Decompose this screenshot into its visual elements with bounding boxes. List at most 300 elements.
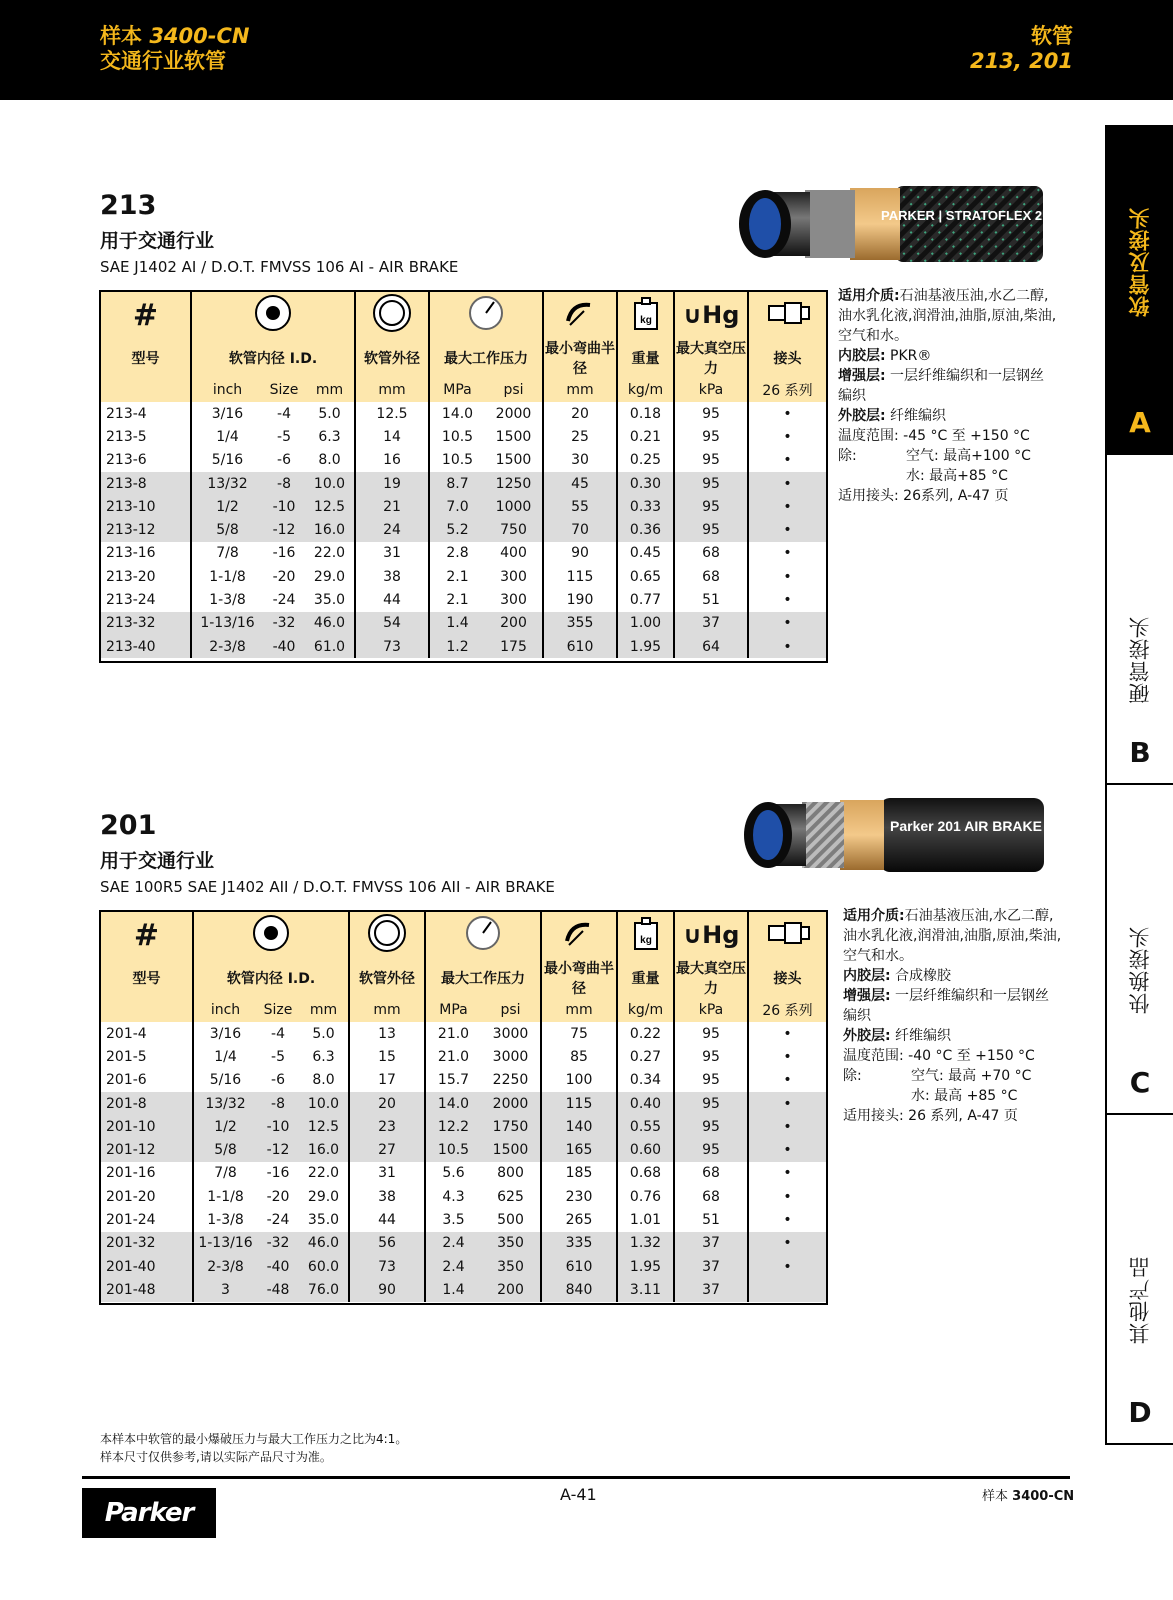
cell-vacuum: 68 — [674, 565, 748, 588]
cell-weight: 0.36 — [617, 518, 674, 541]
cell-weight: 0.68 — [617, 1162, 674, 1185]
note-label: 增强层: — [838, 368, 886, 384]
cell-od-mm: 44 — [349, 1208, 425, 1231]
cell-model: 201-16 — [101, 1162, 193, 1185]
note-label: 外胶层: — [838, 408, 886, 424]
cell-od-mm: 38 — [349, 1185, 425, 1208]
hash-icon: # — [133, 917, 160, 953]
cell-model: 201-6 — [101, 1069, 193, 1092]
cell-fitting: • — [748, 1115, 826, 1138]
outer-diameter-icon — [372, 293, 412, 333]
catalog-prefix: 样本 — [100, 24, 142, 48]
cell-od-mm: 38 — [355, 565, 429, 588]
cell-pressure-psi: 3000 — [481, 1022, 541, 1045]
cell-fitting: • — [748, 1069, 826, 1092]
cell-weight: 0.30 — [617, 472, 674, 495]
cell-vacuum: 68 — [674, 542, 748, 565]
cell-id-mm: 12.5 — [299, 1115, 349, 1138]
cell-id-inch: 5/8 — [191, 518, 263, 541]
cell-od-mm: 17 — [349, 1069, 425, 1092]
cell-fitting: • — [748, 472, 826, 495]
table-row — [101, 1138, 826, 1161]
cell-pressure-psi: 400 — [485, 542, 543, 565]
cell-id-inch: 1/4 — [191, 425, 263, 448]
col-vacuum: 最大真空压力 — [674, 958, 748, 998]
cell-vacuum: 95 — [674, 1115, 748, 1138]
hg-text: Hg — [702, 301, 740, 329]
cell-bend-mm: 190 — [543, 588, 617, 611]
cell-size: -12 — [263, 518, 305, 541]
cell-pressure-mpa: 12.2 — [425, 1115, 481, 1138]
cell-bend-mm: 115 — [541, 1092, 617, 1115]
cell-id-mm: 10.0 — [305, 472, 355, 495]
product-code: 213 — [100, 190, 157, 221]
logo-text: Parker — [104, 1498, 194, 1528]
cell-size: -40 — [263, 635, 305, 658]
tab-letter: C — [1129, 1066, 1151, 1099]
unit-mm: mm — [299, 998, 349, 1022]
table-row — [101, 425, 826, 448]
catalog-code: 3400-CN — [149, 24, 250, 48]
cell-weight: 0.60 — [617, 1138, 674, 1161]
cell-weight: 0.21 — [617, 425, 674, 448]
cell-size: -6 — [257, 1069, 299, 1092]
cell-size: -16 — [257, 1162, 299, 1185]
cell-id-mm: 10.0 — [299, 1092, 349, 1115]
table-row — [101, 1069, 826, 1092]
cell-pressure-mpa: 1.2 — [429, 635, 485, 658]
product-subtitle: 用于交通行业 — [100, 850, 215, 872]
tab-hoses-fittings[interactable] — [1105, 125, 1173, 455]
unit-series: 26 系列 — [748, 998, 826, 1022]
cell-pressure-mpa: 5.6 — [425, 1162, 481, 1185]
cell-id-inch: 13/32 — [193, 1092, 257, 1115]
vacuum-icon: ∪Hg — [682, 301, 740, 329]
cell-bend-mm: 610 — [541, 1255, 617, 1278]
cell-model: 201-10 — [101, 1115, 193, 1138]
cell-model: 201-48 — [101, 1278, 193, 1301]
cell-pressure-psi: 200 — [485, 612, 543, 635]
cell-pressure-psi: 625 — [481, 1185, 541, 1208]
cell-id-mm: 61.0 — [305, 635, 355, 658]
cell-size: -8 — [263, 472, 305, 495]
cell-pressure-psi: 750 — [485, 518, 543, 541]
section-title — [970, 24, 1073, 74]
cell-model: 213-6 — [101, 449, 191, 472]
cell-id-inch: 2-3/8 — [191, 635, 263, 658]
cell-pressure-psi: 350 — [481, 1232, 541, 1255]
outer-diameter-icon — [367, 913, 407, 953]
unit-size: Size — [263, 378, 305, 402]
table-row — [101, 1232, 826, 1255]
note-label: 增强层: — [843, 988, 891, 1004]
cell-vacuum: 95 — [674, 1138, 748, 1161]
cell-vacuum: 95 — [674, 472, 748, 495]
cell-id-mm: 22.0 — [299, 1162, 349, 1185]
pressure-gauge-icon — [464, 914, 502, 952]
unit-kpa: kPa — [674, 998, 748, 1022]
cell-id-mm: 29.0 — [305, 565, 355, 588]
cell-pressure-mpa: 21.0 — [425, 1022, 481, 1045]
cell-id-inch: 5/8 — [193, 1138, 257, 1161]
col-inner-diameter: 软管内径 I.D. — [191, 338, 355, 378]
cell-model: 213-20 — [101, 565, 191, 588]
note-outer-layer: 纤维编织 — [890, 1028, 952, 1044]
cell-fitting: • — [748, 1255, 826, 1278]
cell-pressure-psi: 2000 — [481, 1092, 541, 1115]
cell-pressure-mpa: 5.2 — [429, 518, 485, 541]
cell-pressure-psi: 300 — [485, 565, 543, 588]
bend-radius-icon — [561, 915, 597, 951]
cell-model: 201-24 — [101, 1208, 193, 1231]
cell-size: -24 — [257, 1208, 299, 1231]
cell-od-mm: 24 — [355, 518, 429, 541]
cell-id-mm: 6.3 — [305, 425, 355, 448]
pressure-gauge-icon — [467, 294, 505, 332]
col-outer-diameter: 软管外径 — [355, 338, 429, 378]
cell-bend-mm: 20 — [543, 402, 617, 425]
table-row — [101, 495, 826, 518]
cell-bend-mm: 70 — [543, 518, 617, 541]
hose-print-text: PARKER | STRATOFLEX 213 AIR BR — [881, 208, 1105, 223]
cell-fitting: • — [748, 449, 826, 472]
note-label: 内胶层: — [843, 968, 891, 984]
cell-vacuum: 37 — [674, 1278, 748, 1301]
bend-radius-icon — [562, 295, 598, 331]
cell-fitting: • — [748, 1092, 826, 1115]
cell-id-mm: 8.0 — [305, 449, 355, 472]
tab-letter: D — [1128, 1396, 1152, 1429]
cell-bend-mm: 45 — [543, 472, 617, 495]
footer-divider — [82, 1476, 1070, 1479]
col-weight: 重量 — [617, 338, 674, 378]
cell-vacuum: 68 — [674, 1162, 748, 1185]
cell-model: 201-8 — [101, 1092, 193, 1115]
cell-fitting: • — [748, 612, 826, 635]
cell-id-inch: 1-13/16 — [191, 612, 263, 635]
table-row — [101, 518, 826, 541]
cell-fitting: • — [748, 1232, 826, 1255]
specs-notes-213 — [838, 286, 1058, 506]
product-subtitle: 用于交通行业 — [100, 230, 215, 252]
cell-vacuum: 95 — [674, 449, 748, 472]
tab-letter: A — [1129, 406, 1151, 439]
note-air: 空气: 最高 +70 °C — [911, 1068, 1032, 1084]
cell-pressure-psi: 2000 — [485, 402, 543, 425]
cell-pressure-psi: 200 — [481, 1278, 541, 1301]
fitting-icon — [765, 298, 811, 328]
cell-fitting: • — [748, 565, 826, 588]
table-row — [101, 612, 826, 635]
note-temperature: 温度范围: -40 °C 至 +150 °C — [843, 1048, 1035, 1064]
col-max-pressure: 最大工作压力 — [425, 958, 541, 998]
note-label: 适用介质: — [838, 288, 900, 304]
cell-od-mm: 31 — [349, 1162, 425, 1185]
cell-pressure-mpa: 2.1 — [429, 588, 485, 611]
weight-icon — [631, 295, 661, 331]
catalog-prefix: 样本 — [982, 1489, 1009, 1504]
unit-inch: inch — [193, 998, 257, 1022]
cell-vacuum: 37 — [674, 1232, 748, 1255]
kg-text: kg — [639, 935, 652, 946]
cell-id-inch: 1-3/8 — [193, 1208, 257, 1231]
cell-weight: 0.76 — [617, 1185, 674, 1208]
cell-vacuum: 95 — [674, 518, 748, 541]
cell-id-mm: 16.0 — [305, 518, 355, 541]
cell-id-inch: 1-1/8 — [191, 565, 263, 588]
cell-od-mm: 44 — [355, 588, 429, 611]
cell-od-mm: 73 — [349, 1255, 425, 1278]
cell-od-mm: 54 — [355, 612, 429, 635]
cell-fitting: • — [748, 495, 826, 518]
cell-size: -20 — [263, 565, 305, 588]
table-row — [101, 1045, 826, 1068]
cell-size: -10 — [257, 1115, 299, 1138]
cell-size: -5 — [263, 425, 305, 448]
col-fitting: 接头 — [748, 338, 826, 378]
note-reinforcement: 一层纤维编织和一层钢丝编织 — [838, 368, 1045, 404]
tab-label: 软管及接头 — [1128, 207, 1152, 317]
cell-size: -32 — [263, 612, 305, 635]
cell-model: 201-12 — [101, 1138, 193, 1161]
cell-bend-mm: 55 — [543, 495, 617, 518]
cell-fitting: • — [748, 1185, 826, 1208]
cell-model: 201-20 — [101, 1185, 193, 1208]
cell-pressure-mpa: 10.5 — [429, 425, 485, 448]
note-temperature: 温度范围: -45 °C 至 +150 °C — [838, 428, 1030, 444]
cell-od-mm: 12.5 — [355, 402, 429, 425]
cell-od-mm: 73 — [355, 635, 429, 658]
section-models: 213, 201 — [970, 49, 1073, 73]
cell-pressure-mpa: 21.0 — [425, 1045, 481, 1068]
cell-weight: 1.95 — [617, 1255, 674, 1278]
cell-pressure-psi: 1750 — [481, 1115, 541, 1138]
note-medium: 石油基液压油,水乙二醇,油水乳化液,润滑油,油脂,原油,柴油,空气和水。 — [838, 288, 1057, 344]
cell-weight: 0.18 — [617, 402, 674, 425]
cell-pressure-mpa: 10.5 — [425, 1138, 481, 1161]
cell-bend-mm: 230 — [541, 1185, 617, 1208]
cell-fitting: • — [748, 402, 826, 425]
cell-pressure-mpa: 7.0 — [429, 495, 485, 518]
cell-weight: 1.00 — [617, 612, 674, 635]
cell-vacuum: 95 — [674, 495, 748, 518]
cell-weight: 0.34 — [617, 1069, 674, 1092]
cell-size: -6 — [263, 449, 305, 472]
cell-id-inch: 1/2 — [193, 1115, 257, 1138]
cell-bend-mm: 115 — [543, 565, 617, 588]
cell-weight: 0.65 — [617, 565, 674, 588]
cell-bend-mm: 140 — [541, 1115, 617, 1138]
cell-model: 213-24 — [101, 588, 191, 611]
table-row — [101, 449, 826, 472]
cell-model: 213-10 — [101, 495, 191, 518]
cell-model: 213-32 — [101, 612, 191, 635]
note-air: 空气: 最高+100 °C — [906, 448, 1031, 464]
cell-id-mm: 5.0 — [299, 1022, 349, 1045]
unit-size: Size — [257, 998, 299, 1022]
col-weight: 重量 — [617, 958, 674, 998]
cell-vacuum: 95 — [674, 1069, 748, 1092]
cell-od-mm: 19 — [355, 472, 429, 495]
cell-fitting: • — [748, 518, 826, 541]
cell-id-mm: 46.0 — [305, 612, 355, 635]
cell-pressure-psi: 1500 — [481, 1138, 541, 1161]
cell-id-inch: 7/8 — [193, 1162, 257, 1185]
note-reinforcement: 一层纤维编织和一层钢丝编织 — [843, 988, 1050, 1024]
cell-pressure-mpa: 3.5 — [425, 1208, 481, 1231]
table-row — [101, 565, 826, 588]
cell-id-mm: 35.0 — [305, 588, 355, 611]
cell-pressure-mpa: 1.4 — [425, 1278, 481, 1301]
unit-mpa: MPa — [425, 998, 481, 1022]
cell-pressure-mpa: 2.1 — [429, 565, 485, 588]
catalog-title — [100, 24, 249, 74]
cell-id-inch: 2-3/8 — [193, 1255, 257, 1278]
tab-letter: B — [1129, 736, 1151, 769]
product-code: 201 — [100, 810, 157, 841]
tab-tube-fittings[interactable] — [1105, 453, 1173, 785]
cell-pressure-psi: 1500 — [485, 449, 543, 472]
table-row — [101, 1278, 826, 1301]
cell-weight: 1.01 — [617, 1208, 674, 1231]
cell-size: -8 — [257, 1092, 299, 1115]
cell-fitting: • — [748, 1162, 826, 1185]
cell-id-inch: 5/16 — [191, 449, 263, 472]
footer-note: 样本尺寸仅供参考,请以实际产品尺寸为准。 — [100, 1450, 332, 1464]
cell-id-mm: 60.0 — [299, 1255, 349, 1278]
hose-213-image — [735, 178, 1105, 270]
unit-series: 26 系列 — [748, 378, 826, 402]
cell-id-inch: 1/4 — [193, 1045, 257, 1068]
note-label: 除: — [843, 1068, 862, 1084]
cell-bend-mm: 265 — [541, 1208, 617, 1231]
cell-od-mm: 14 — [355, 425, 429, 448]
cell-id-inch: 7/8 — [191, 542, 263, 565]
spec-table-201 — [99, 910, 828, 1305]
col-model: 型号 — [101, 338, 191, 378]
vacuum-icon: ∪Hg — [682, 921, 740, 949]
cell-pressure-mpa: 2.4 — [425, 1255, 481, 1278]
cell-id-mm: 16.0 — [299, 1138, 349, 1161]
unit-mm: mm — [355, 378, 429, 402]
table-row — [101, 635, 826, 658]
cell-id-mm: 35.0 — [299, 1208, 349, 1231]
cell-pressure-psi: 350 — [481, 1255, 541, 1278]
cell-pressure-psi: 3000 — [481, 1045, 541, 1068]
cell-id-inch: 5/16 — [193, 1069, 257, 1092]
cell-pressure-psi: 175 — [485, 635, 543, 658]
cell-id-inch: 1-1/8 — [193, 1185, 257, 1208]
cell-vacuum: 37 — [674, 612, 748, 635]
spec-table-213 — [99, 290, 828, 663]
cell-pressure-psi: 800 — [481, 1162, 541, 1185]
col-fitting: 接头 — [748, 958, 826, 998]
cell-weight: 0.55 — [617, 1115, 674, 1138]
cell-weight: 0.77 — [617, 588, 674, 611]
cell-bend-mm: 840 — [541, 1278, 617, 1301]
cell-weight: 3.11 — [617, 1278, 674, 1301]
cell-vacuum: 95 — [674, 425, 748, 448]
cell-bend-mm: 85 — [541, 1045, 617, 1068]
note-outer-layer: 纤维编织 — [885, 408, 947, 424]
unit-mpa: MPa — [429, 378, 485, 402]
cell-fitting: • — [748, 588, 826, 611]
cell-weight: 1.95 — [617, 635, 674, 658]
cell-id-inch: 1/2 — [191, 495, 263, 518]
cell-bend-mm: 100 — [541, 1069, 617, 1092]
tab-other-products[interactable] — [1105, 1113, 1173, 1445]
unit-kgm: kg/m — [617, 378, 674, 402]
cell-id-inch: 3/16 — [191, 402, 263, 425]
cell-size: -32 — [257, 1232, 299, 1255]
note-label: 适用介质: — [843, 908, 905, 924]
cell-pressure-mpa: 10.5 — [429, 449, 485, 472]
note-inner-layer: 合成橡胶 — [890, 968, 952, 984]
cell-vacuum: 95 — [674, 1022, 748, 1045]
unit-mm: mm — [543, 378, 617, 402]
tab-label: 硬管接头 — [1128, 616, 1152, 704]
cell-bend-mm: 185 — [541, 1162, 617, 1185]
cell-od-mm: 23 — [349, 1115, 425, 1138]
unit-mm: mm — [541, 998, 617, 1022]
cell-fitting: • — [748, 1022, 826, 1045]
cell-fitting — [748, 1278, 826, 1301]
cell-pressure-psi: 500 — [481, 1208, 541, 1231]
cell-vacuum: 95 — [674, 402, 748, 425]
cell-size: -24 — [263, 588, 305, 611]
cell-model: 213-4 — [101, 402, 191, 425]
cell-bend-mm: 25 — [543, 425, 617, 448]
col-model: 型号 — [101, 958, 193, 998]
cell-id-inch: 3 — [193, 1278, 257, 1301]
table-row — [101, 1208, 826, 1231]
cell-model: 213-12 — [101, 518, 191, 541]
page-number: A-41 — [560, 1485, 597, 1504]
catalog-code: 3400-CN — [1012, 1489, 1075, 1504]
table-row — [101, 1185, 826, 1208]
note-water: 水: 最高+85 °C — [906, 468, 1008, 484]
parker-logo — [82, 1488, 216, 1538]
kg-text: kg — [639, 315, 652, 326]
col-inner-diameter: 软管内径 I.D. — [193, 958, 349, 998]
cell-model: 201-40 — [101, 1255, 193, 1278]
hose-print-text: Parker 201 AIR BRAKE — [890, 818, 1042, 834]
cell-pressure-mpa: 2.8 — [429, 542, 485, 565]
col-bend-radius: 最小弯曲半径 — [543, 338, 617, 378]
tab-label: 其他产品 — [1128, 1256, 1152, 1344]
unit-kgm: kg/m — [617, 998, 674, 1022]
tab-quick-couplings[interactable] — [1105, 783, 1173, 1115]
cell-vacuum: 37 — [674, 1255, 748, 1278]
cell-fitting: • — [748, 635, 826, 658]
cell-id-mm: 22.0 — [305, 542, 355, 565]
cell-id-inch: 1-13/16 — [193, 1232, 257, 1255]
unit-mm: mm — [305, 378, 355, 402]
footer-catalog — [982, 1485, 1074, 1504]
weight-icon — [631, 915, 661, 951]
hose-201-image — [740, 790, 1045, 880]
cell-weight: 0.40 — [617, 1092, 674, 1115]
cell-id-inch: 1-3/8 — [191, 588, 263, 611]
cell-weight: 0.22 — [617, 1022, 674, 1045]
table-row — [101, 542, 826, 565]
section-name: 软管 — [1031, 24, 1073, 48]
cell-model: 213-16 — [101, 542, 191, 565]
cell-fitting: • — [748, 1208, 826, 1231]
cell-id-mm: 76.0 — [299, 1278, 349, 1301]
inner-diameter-icon — [251, 913, 291, 953]
cell-id-mm: 46.0 — [299, 1232, 349, 1255]
